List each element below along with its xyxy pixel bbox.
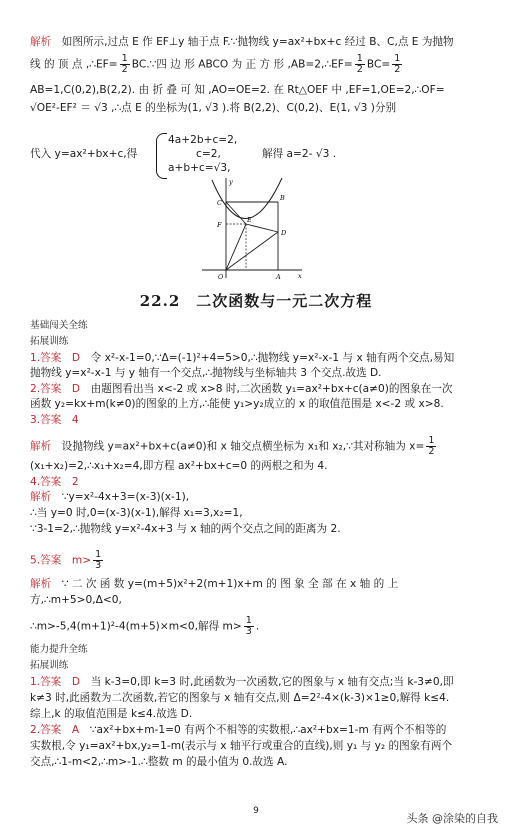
label-e: E: [247, 216, 252, 224]
q4-line-2: ∴当 y=0 时,0=(x-3)(x-1),解得 x₁=3,x₂=1,: [30, 507, 243, 519]
analysis-line-4: √OE²-EF² ＝ √3 ,∴点 E 的坐标为(1, √3 ).将 B(2,2)、C(0,2)、E(1, √3 )分别: [30, 102, 397, 114]
section-title: 22.2 二次函数与一元二次方程: [139, 292, 373, 310]
q1-line-1: 1.答案 D 令 x²-x-1=0,∵Δ=(-1)²+4=5>0,∴抛物线 y=x²-x-1 与 x 轴有两个交点,易知: [30, 352, 455, 364]
q5-answer: 5.答案 m> $\frac{1}{3}$: [30, 549, 102, 571]
q3-answer: 3.答案 4: [30, 414, 79, 426]
analysis-line-1: 解析 如图所示,过点 E 作 EF⊥y 轴于点 F.∵抛物线 y=ax²+bx+c 经过 B、C,点 E 为抛物: [30, 36, 454, 48]
p1-line-3: 综上,k 的取值范围是 k≤4.故选 D.: [30, 708, 193, 720]
analysis-line-5: 代入 y=ax²+bx+c,得: [30, 148, 138, 160]
equation-brace: [156, 133, 167, 179]
parabola-figure: [190, 176, 306, 282]
label-d: D: [281, 229, 287, 237]
q4-line-1: 解析 ∵y=x²-4x+3=(x-3)(x-1),: [30, 491, 190, 503]
p1-line-1: 1.答案 D 当 k-3=0,即 k=3 时,此函数为一次函数,它的图象与 x 轴有交点;当 k-3≠0,即: [30, 676, 454, 688]
q4-answer: 4.答案 2: [30, 476, 79, 488]
q3-line-2: (x₁+x₂)=2,∴x₁+x₂=4,即方程 ax²+bx+c=0 的两根之和为 4.: [30, 460, 328, 472]
p2-line-3: 交点,∴1-m<2,∴m>-1.∴整数 m 的最小值为 0.故选 A.: [30, 756, 288, 768]
subheading-extend-2: 拓展训练: [30, 660, 69, 671]
solution-text: 解得 a=2- √3 .: [262, 148, 337, 160]
subheading-ability: 能力提升全练: [30, 644, 88, 655]
equation-2: c=2,: [196, 148, 221, 160]
q2-line-1: 2.答案 D 由题图看出当 x<-2 或 x>8 时,二次函数 y₁=ax²+bx+c(a≠0)的图象在一次: [30, 383, 453, 395]
q3-line-1: 解析 设抛物线 y=ax²+bx+c(a≠0)和 x 轴交点横坐标为 x₁和 x₂,∵其对称轴为 x= $\frac{1}{2}$: [30, 435, 435, 457]
p2-line-2: 实数根,令 y₁=ax²+bx,y₂=1-m(表示与 x 轴平行或重合的直线),则 y₁ 与 y₂ 的图象有两个: [30, 740, 453, 752]
p1-line-2: k≠3 时,此函数为二次函数,若它的图象与 x 轴有交点,则 Δ=2²-4×(k-3)×1≥0,解得 k≤4.: [30, 692, 450, 704]
p2-line-1: 2.答案 A ∵ax²+bx+m-1=0 有两个不相等的实数根,∴ax²+bx=1-m 有两个不相等的: [30, 724, 447, 736]
equation-1: 4a+2b+c=2,: [168, 134, 238, 146]
q2-line-2: 函数 y₂=kx+m(k≠0)的图象的上方,∴能使 y₁>y₂成立的 x 的取值范围是 x<-2 或 x>8.: [30, 398, 444, 410]
equation-3: a+b+c=√3,: [168, 162, 231, 174]
q1-line-2: 抛物线 y=x²-x-1 与 y 轴有一个交点,∴抛物线与坐标轴共 3 个交点.故选 D.: [30, 367, 382, 379]
q5-line-1: 解析 ∵ 二 次 函 数 y=(m+5)x²+2(m+1)x+m 的 图 象 全 部 在 x 轴 的 上: [30, 578, 399, 590]
q4-line-3: ∵3-1=2,∴抛物线 y=x²-4x+3 与 x 轴的两个交点之间的距离为 2.: [30, 523, 341, 535]
label-f: F: [217, 221, 222, 229]
label-c: C: [217, 199, 222, 207]
analysis-line-2: 线 的 顶 点 ,∴EF= $\frac{1}{2}$ BC.∵四 边 形 ABCO 为 正 方 形 ,AB=2,∴EF= $\frac{1}{2}$ BC= $\frac{1}{2}$: [30, 53, 401, 75]
label-b: B: [280, 194, 285, 202]
label-x: x: [298, 272, 302, 280]
q5-line-2: 方,∴m+5>0,Δ<0,: [30, 594, 122, 606]
analysis-line-3: AB=1,C(0,2),B(2,2). 由 折 叠 可 知 ,AO=OE=2. 在 Rt△OEF 中 ,EF=1,OE=2,∴OF=: [30, 84, 445, 96]
label-o: O: [218, 273, 224, 281]
subheading-extend: 拓展训练: [30, 336, 69, 347]
label-y: y: [229, 178, 233, 186]
subheading-basic: 基础闯关全练: [30, 320, 88, 331]
watermark: 头条 @涂染的自我: [406, 812, 498, 825]
page-number: 9: [253, 806, 259, 816]
label-a: A: [276, 273, 281, 281]
q5-line-3: ∴m>-5,4(m+1)²-4(m+5)×m<0,解得 m> $\frac{1}{3}$ .: [30, 615, 260, 637]
